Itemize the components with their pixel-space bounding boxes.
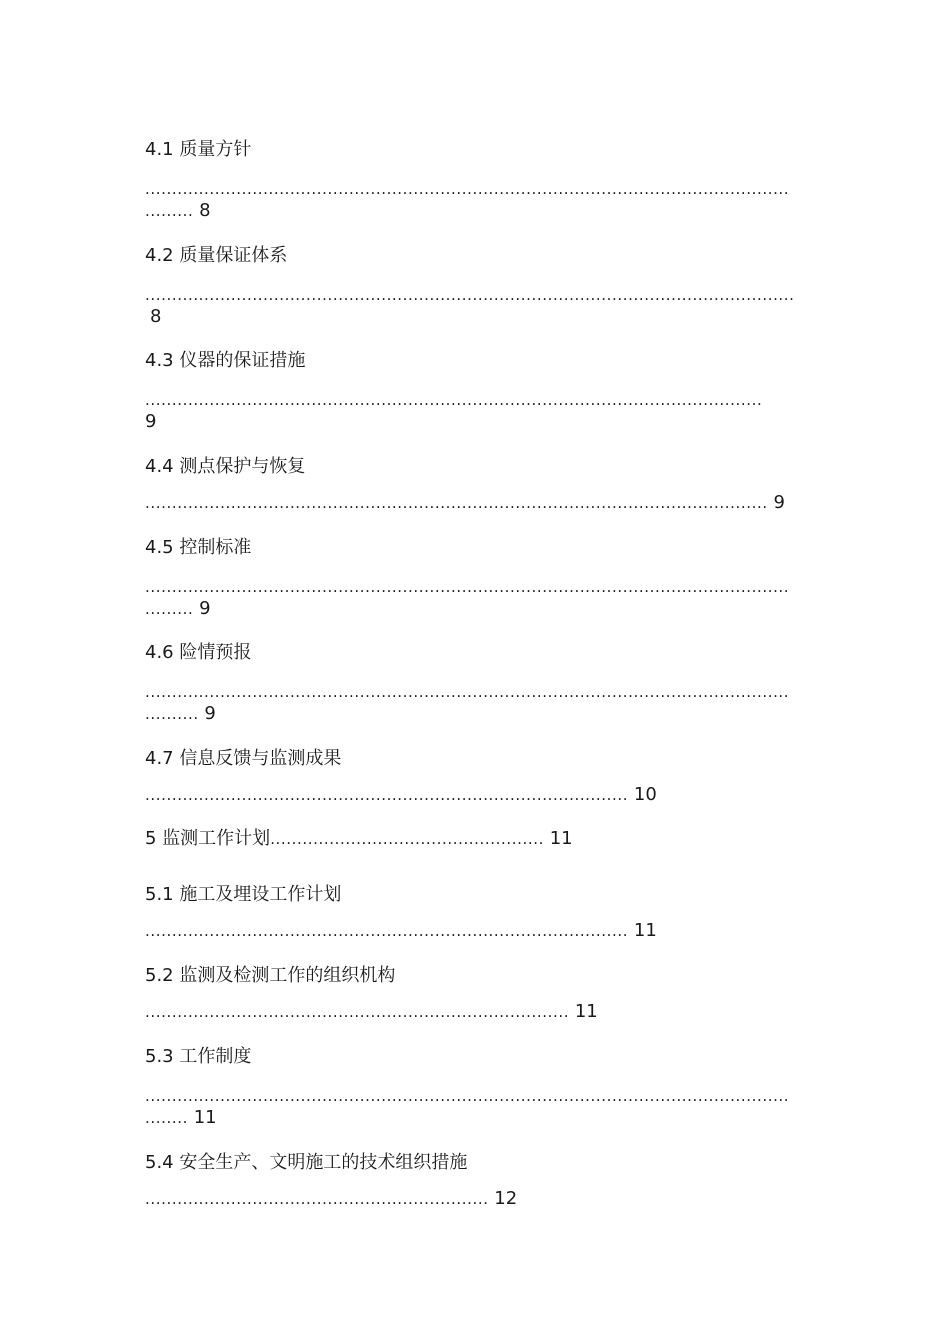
toc-title-4-6[interactable]: 4.6 险情预报 [145,642,252,663]
toc-page-4-4[interactable]: 9 [773,492,785,513]
toc-page-5-1[interactable]: 11 [633,920,657,941]
toc-page-4-3[interactable]: 9 [145,411,157,432]
toc-title-4-3[interactable]: 4.3 仪器的保证措施 [145,350,306,371]
toc-leader-4-3: ................................................................................................................... [145,391,763,409]
toc-leader-4-1: ........................................................................................................................ [145,180,790,198]
toc-title-4-7[interactable]: 4.7 信息反馈与监测成果 [145,748,342,769]
toc-leader-5-3: ........................................................................................................................ [145,1087,790,1105]
toc-leader-cont-4-5: ......... [145,600,194,618]
toc-title-5-3[interactable]: 5.3 工作制度 [145,1046,252,1067]
toc-leader-4-2: ......................................................................................................................... [145,286,795,304]
toc-title-4-1[interactable]: 4.1 质量方针 [145,139,252,160]
toc-page-4-2[interactable]: 8 [150,306,162,327]
toc-page-4-7[interactable]: 10 [633,784,657,805]
toc-page-4-5[interactable]: 9 [199,598,211,619]
toc-page-5-3[interactable]: 11 [193,1107,217,1128]
toc-leader-4-5: ........................................................................................................................ [145,578,790,596]
toc-title-5-4[interactable]: 5.4 安全生产、文明施工的技术组织措施 [145,1152,468,1173]
toc-page-5: 11 [549,828,573,849]
toc-leader-5-2: ............................................................................... [145,1003,570,1021]
toc-page-line-5-1 [145,920,657,942]
toc-title-5-2[interactable]: 5.2 监测及检测工作的组织机构 [145,965,396,986]
toc-page-4-1[interactable]: 8 [199,200,211,221]
toc-leader-cont-4-1: ......... [145,202,194,220]
toc-title-4-2[interactable]: 4.2 质量保证体系 [145,245,288,266]
toc-page-line-4-5 [145,598,211,620]
toc-title-5-1[interactable]: 5.1 施工及埋设工作计划 [145,884,342,905]
toc-page-5-2[interactable]: 11 [574,1001,598,1022]
toc-title-4-5[interactable]: 4.5 控制标准 [145,537,252,558]
toc-page-line-4-7 [145,784,657,806]
toc-page-line-5-4 [145,1188,517,1210]
toc-leader-cont-5-3: ........ [145,1109,188,1127]
toc-leader-5: ................................................... [270,830,544,848]
toc-leader-cont-4-6: .......... [145,705,199,723]
toc-leader-4-6: ........................................................................................................................ [145,683,790,701]
toc-leader-4-7: .......................................................................................... [145,786,629,804]
toc-title-5: 5 监测工作计划 [145,828,271,849]
toc-leader-5-4: ................................................................ [145,1190,489,1208]
toc-page-line-4-6 [145,703,216,725]
toc-leader-4-4: .................................................................................................................... [145,494,768,512]
toc-entry-5[interactable] [145,828,573,850]
toc-page-5-4[interactable]: 12 [494,1188,518,1209]
toc-page-4-6[interactable]: 9 [204,703,216,724]
toc-page-line-5-2 [145,1001,598,1023]
toc-page-line-5-3 [145,1107,217,1129]
toc-page-line-4-1 [145,200,211,222]
toc-leader-5-1: .......................................................................................... [145,922,629,940]
toc-title-4-4[interactable]: 4.4 测点保护与恢复 [145,456,306,477]
toc-page-line-4-4 [145,492,785,514]
